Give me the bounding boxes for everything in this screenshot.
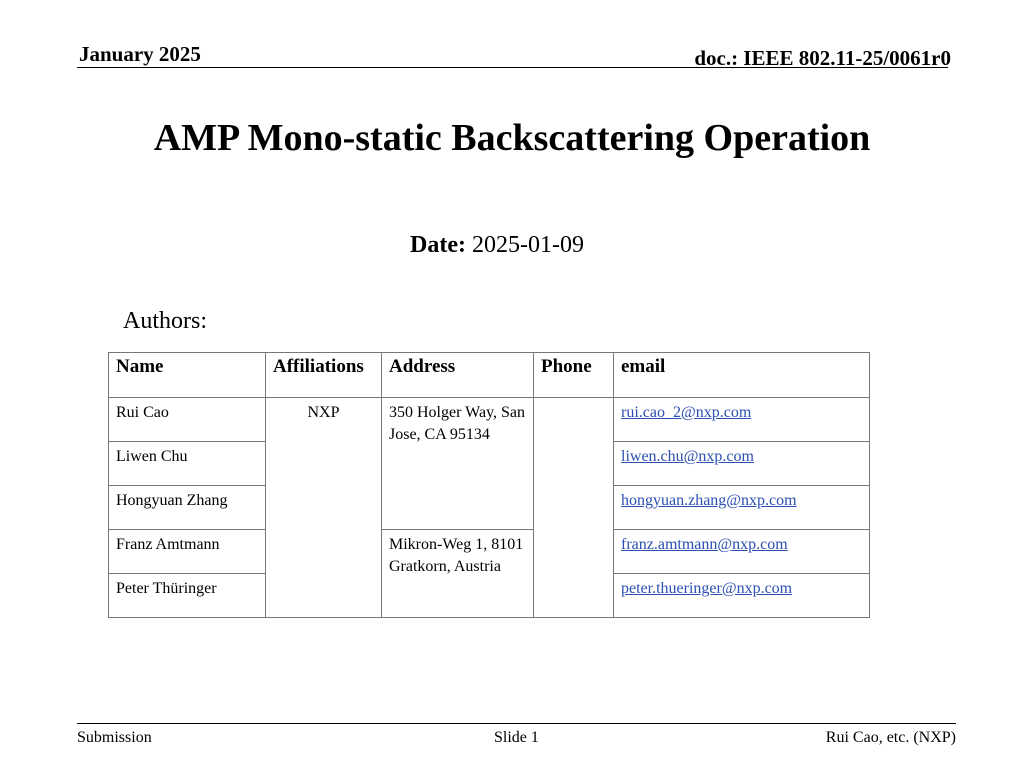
header-affiliations: Affiliations: [266, 353, 382, 398]
author-phone: [534, 398, 614, 618]
header-email: email: [614, 353, 870, 398]
email-link[interactable]: hongyuan.zhang@nxp.com: [621, 492, 797, 509]
author-email-cell: [614, 442, 870, 486]
author-name: Liwen Chu: [109, 442, 266, 486]
footer-divider: [77, 723, 956, 724]
author-address: Mikron-Weg 1, 8101 Gratkorn, Austria: [382, 530, 534, 618]
author-name: Rui Cao: [109, 398, 266, 442]
table-header-row: [109, 353, 870, 398]
author-email-cell: [614, 574, 870, 618]
email-link[interactable]: liwen.chu@nxp.com: [621, 448, 754, 465]
authors-label: Authors:: [123, 308, 207, 334]
author-affiliation: NXP: [266, 398, 382, 618]
author-email-cell: [614, 398, 870, 442]
author-email-cell: [614, 486, 870, 530]
table-row: [109, 398, 870, 442]
footer-slide-number: Slide 1: [494, 729, 539, 746]
date-value: 2025-01-09: [465, 232, 584, 258]
header-address: Address: [382, 353, 534, 398]
email-link[interactable]: franz.amtmann@nxp.com: [621, 536, 788, 553]
author-name: Franz Amtmann: [109, 530, 266, 574]
author-name: Peter Thüringer: [109, 574, 266, 618]
date-line: [410, 230, 584, 260]
header-divider: [77, 67, 948, 68]
author-name: Hongyuan Zhang: [109, 486, 266, 530]
table-row: [109, 530, 870, 574]
authors-table: [108, 352, 870, 618]
date-label: Date:: [410, 232, 466, 258]
header-doc-id: doc.: IEEE 802.11-25/0061r0: [694, 46, 951, 70]
footer-submission: Submission: [77, 729, 152, 746]
author-address: 350 Holger Way, San Jose, CA 95134: [382, 398, 534, 530]
email-link[interactable]: rui.cao_2@nxp.com: [621, 404, 752, 421]
author-email-cell: [614, 530, 870, 574]
slide-title: AMP Mono-static Backscattering Operation: [153, 117, 871, 159]
header-date: January 2025: [79, 42, 201, 66]
footer-author: Rui Cao, etc. (NXP): [825, 729, 956, 746]
email-link[interactable]: peter.thueringer@nxp.com: [621, 580, 793, 597]
header-phone: Phone: [534, 353, 614, 398]
header-name: Name: [109, 353, 266, 398]
